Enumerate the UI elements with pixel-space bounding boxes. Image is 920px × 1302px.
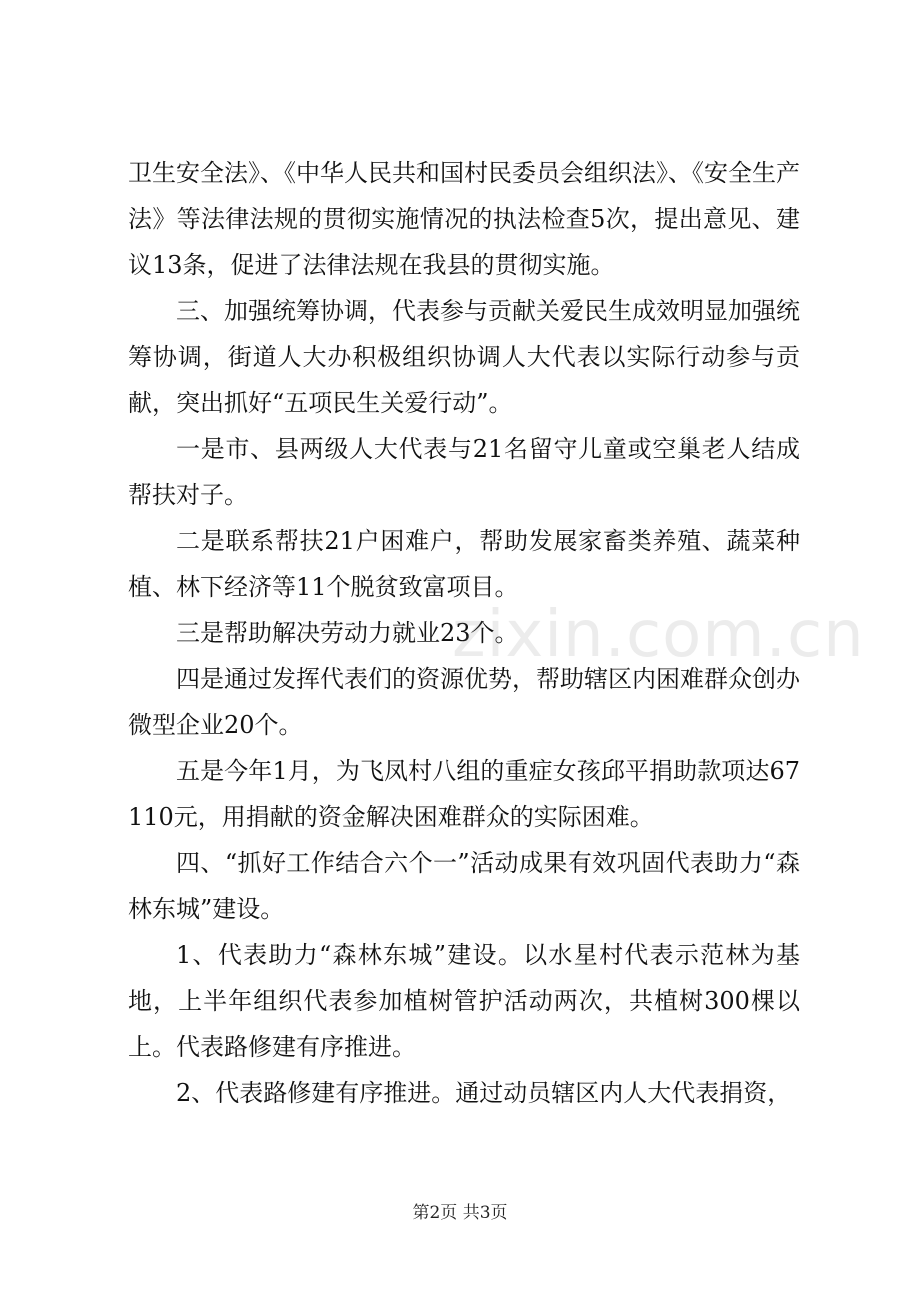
paragraph-8: 四、“抓好工作结合六个一”活动成果有效巩固代表助力“森林东城”建设。 bbox=[128, 849, 800, 923]
paragraph-7: 五是今年1月，为飞凤村八组的重症女孩邱平捐助款项达67110元，用捐献的资金解决困难群众的实际困难。 bbox=[128, 757, 800, 831]
paragraph-9: 1、代表助力“森林东城”建设。以水星村代表示范林为基地，上半年组织代表参加植树管护活动两次，共植树300棵以上。代表路修建有序推进。 bbox=[128, 941, 800, 1061]
paragraph-10: 2、代表路修建有序推进。通过动员辖区内人大代表捐资， bbox=[176, 1079, 792, 1107]
watermark-text: zixin.com.cn bbox=[452, 598, 865, 672]
paragraph-3: 一是市、县两级人大代表与21名留守儿童或空巢老人结成帮扶对子。 bbox=[128, 435, 800, 509]
paragraph-2: 三、加强统筹协调，代表参与贡献关爱民生成效明显加强统筹协调，街道人大办积极组织协调人大代表以实际行动参与贡献，突出抓好“五项民生关爱行动”。 bbox=[128, 297, 800, 417]
paragraph-4: 二是联系帮扶21户困难户，帮助发展家畜类养殖、蔬菜种植、林下经济等11个脱贫致富项目。 bbox=[128, 527, 800, 601]
paragraph-5: 三是帮助解决劳动力就业23个。 bbox=[176, 619, 519, 647]
paragraph-6: 四是通过发挥代表们的资源优势，帮助辖区内困难群众创办微型企业20个。 bbox=[128, 665, 800, 739]
paragraph-1: 卫生安全法》、《中华人民共和国村民委员会组织法》、《安全生产法》等法律法规的贯彻实施情况的执法检查5次，提出意见、建议13条，促进了法律法规在我县的贯彻实施。 bbox=[128, 159, 800, 279]
document-body bbox=[128, 150, 800, 1116]
page-footer: 第2页 共3页 bbox=[412, 1203, 508, 1223]
